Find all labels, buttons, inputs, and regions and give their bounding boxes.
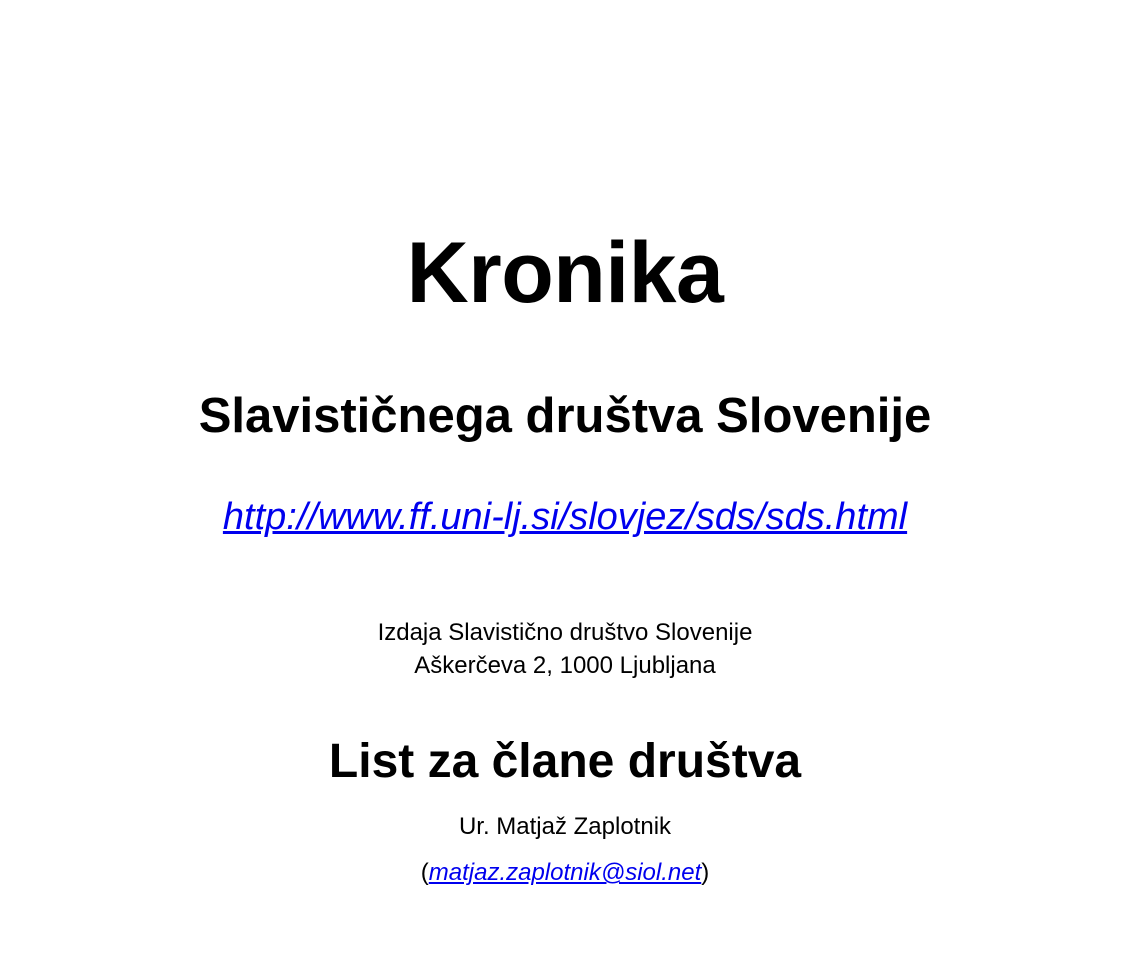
page-subtitle: Slavističnega društva Slovenije [198,388,932,443]
paren-close: ) [701,859,710,887]
section-title: List za člane društva [328,735,802,789]
publisher-block [378,617,753,682]
editor-name: Ur. Matjaž Zaplotnik [458,813,672,841]
publisher-address: Aškerčeva 2, 1000 Ljubljana [414,651,716,679]
website-link[interactable]: http://www.ff.uni-lj.si/slovjez/sds/sds.html [222,496,908,539]
email-link[interactable]: matjaz.zaplotnik@siol.net [428,859,702,887]
publisher-name: Izdaja Slavistično društvo Slovenije [377,619,753,647]
page-title: Kronika [406,225,724,321]
paren-open: ( [420,859,429,887]
editor-email-line [421,859,709,887]
